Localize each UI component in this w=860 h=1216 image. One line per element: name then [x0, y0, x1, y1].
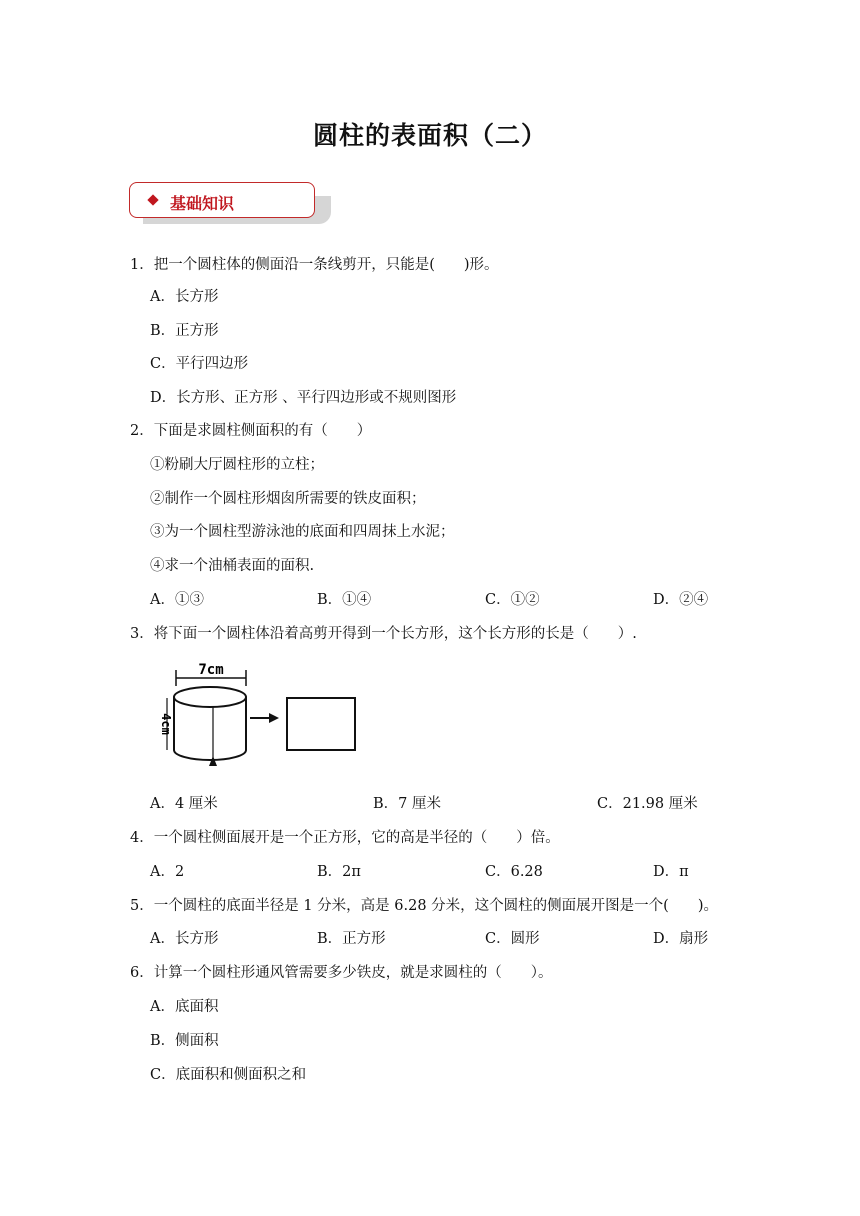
question-6-stem: 6．计算一个圆柱形通风管需要多少铁皮，就是求圆柱的（ ）。 [130, 965, 553, 981]
q5-option-b: B．正方形 [317, 931, 386, 947]
q6-option-b: B．侧面积 [150, 1033, 219, 1049]
diamond-icon [147, 194, 158, 205]
question-4-stem: 4．一个圆柱侧面展开是一个正方形，它的高是半径的（ ）倍。 [130, 830, 560, 846]
q3-options-row [0, 794, 860, 814]
height-label: 4cm [159, 713, 173, 735]
q4-option-a: A．2 [150, 864, 185, 880]
question-5-stem: 5．一个圆柱的底面半径是 1 分米，高是 6.28 分米，这个圆柱的侧面展开图是一个( )。 [130, 898, 718, 914]
q2-item-3: ③为一个圆柱型游泳池的底面和四周抹上水泥； [150, 524, 455, 540]
question-2-stem: 2．下面是求圆柱侧面积的有（ ） [130, 423, 372, 439]
q4-option-d: D．π [653, 864, 689, 880]
q3-option-a: A．4 厘米 [150, 796, 218, 812]
q2-option-a: A．①③ [150, 592, 204, 608]
badge-box [129, 182, 315, 218]
q6-option-a: A．底面积 [150, 999, 219, 1015]
q2-option-d: D．②④ [653, 592, 709, 608]
section-badge [129, 182, 317, 220]
q2-option-c: C．①② [485, 592, 540, 608]
q2-item-1: ①粉刷大厅圆柱形的立柱； [150, 457, 324, 473]
q1-option-c: C．平行四边形 [150, 356, 249, 372]
q5-option-c: C．圆形 [485, 931, 540, 947]
q4-option-b: B．2π [317, 864, 361, 880]
q1-option-d: D．长方形、正方形 、平行四边形或不规则图形 [150, 390, 457, 406]
diameter-label: 7cm [198, 662, 224, 678]
question-3-stem: 3．将下面一个圆柱体沿着高剪开得到一个长方形，这个长方形的长是（ ）. [130, 626, 637, 642]
q2-option-b: B．①④ [317, 592, 372, 608]
cylinder-unroll-figure [150, 660, 370, 775]
q5-options-row [0, 929, 860, 949]
q1-option-b: B．正方形 [150, 323, 219, 339]
q5-option-a: A．长方形 [150, 931, 219, 947]
q2-item-4: ④求一个油桶表面的面积. [150, 558, 315, 574]
q2-options-row [0, 590, 860, 610]
q6-option-c: C．底面积和侧面积之和 [150, 1067, 307, 1083]
q4-option-c: C．6.28 [485, 864, 543, 880]
page-title: 圆柱的表面积（二） [312, 121, 547, 150]
q5-option-d: D．扇形 [653, 931, 709, 947]
q3-option-c: C．21.98 厘米 [597, 796, 698, 812]
q2-item-2: ②制作一个圆柱形烟囱所需要的铁皮面积； [150, 491, 426, 507]
section-badge-label: 基础知识 [170, 194, 235, 213]
q3-option-b: B．7 厘米 [373, 796, 441, 812]
question-1-stem: 1．把一个圆柱体的侧面沿一条线剪开，只能是( )形。 [130, 257, 499, 273]
q1-option-a: A．长方形 [150, 289, 219, 305]
q4-options-row [0, 862, 860, 882]
